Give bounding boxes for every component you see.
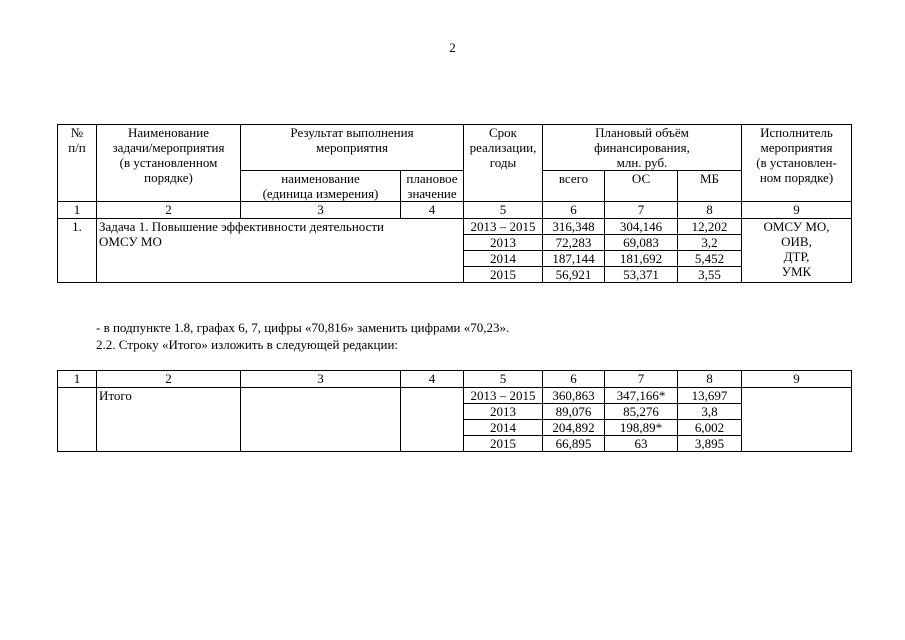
col-number: 1 xyxy=(58,202,97,219)
table-row xyxy=(58,219,852,235)
mb-cell: 6,002 xyxy=(678,420,742,436)
task-name: Задача 1. Повышение эффективности деятельности ОМСУ МО xyxy=(97,219,464,283)
col-number: 7 xyxy=(605,202,678,219)
plan-table xyxy=(57,124,852,283)
header-result: Результат выполнения мероприятия xyxy=(241,125,464,171)
mb-cell: 13,697 xyxy=(678,388,742,404)
total-label: Итого xyxy=(97,388,241,452)
col-number: 3 xyxy=(241,202,401,219)
empty-cell xyxy=(241,388,401,452)
total-cell: 316,348 xyxy=(543,219,605,235)
col-number: 2 xyxy=(97,371,241,388)
empty-cell xyxy=(742,388,852,452)
amendment-paragraph: - в подпункте 1.8, графах 6, 7, цифры «70,816» заменить цифрами «70,23». xyxy=(96,320,510,335)
header-result-name: наименование (единица измерения) xyxy=(241,171,401,202)
amendment-paragraph: 2.2. Строку «Итого» изложить в следующей редакции: xyxy=(96,337,399,352)
period-cell: 2015 xyxy=(464,436,543,452)
os-cell: 53,371 xyxy=(605,267,678,283)
os-cell: 198,89* xyxy=(605,420,678,436)
os-cell: 347,166* xyxy=(605,388,678,404)
total-cell: 204,892 xyxy=(543,420,605,436)
period-cell: 2013 – 2015 xyxy=(464,219,543,235)
header-result-plan: плановое значение xyxy=(401,171,464,202)
col-number: 9 xyxy=(742,202,852,219)
period-cell: 2014 xyxy=(464,251,543,267)
col-number: 4 xyxy=(401,371,464,388)
total-cell: 72,283 xyxy=(543,235,605,251)
header-period: Срок реализации, годы xyxy=(464,125,543,202)
header-task-name: Наименование задачи/мероприятия (в установленном порядке) xyxy=(97,125,241,202)
header-os: ОС xyxy=(605,171,678,202)
total-cell: 89,076 xyxy=(543,404,605,420)
os-cell: 181,692 xyxy=(605,251,678,267)
header-num: № п/п xyxy=(58,125,97,202)
executor-cell: ОМСУ МО, ОИВ, ДТР, УМК xyxy=(742,219,852,283)
period-cell: 2013 xyxy=(464,404,543,420)
col-number: 8 xyxy=(678,371,742,388)
empty-cell xyxy=(58,388,97,452)
mb-cell: 3,8 xyxy=(678,404,742,420)
table-row xyxy=(58,388,852,404)
col-number: 6 xyxy=(543,202,605,219)
col-number: 5 xyxy=(464,371,543,388)
period-cell: 2013 – 2015 xyxy=(464,388,543,404)
col-number: 7 xyxy=(605,371,678,388)
total-cell: 187,144 xyxy=(543,251,605,267)
header-total: всего xyxy=(543,171,605,202)
col-number: 3 xyxy=(241,371,401,388)
header-funding: Плановый объём финансирования, млн. руб. xyxy=(543,125,742,171)
mb-cell: 3,2 xyxy=(678,235,742,251)
total-cell: 56,921 xyxy=(543,267,605,283)
os-cell: 85,276 xyxy=(605,404,678,420)
header-row-top xyxy=(58,125,852,171)
os-cell: 63 xyxy=(605,436,678,452)
os-cell: 304,146 xyxy=(605,219,678,235)
mb-cell: 3,895 xyxy=(678,436,742,452)
period-cell: 2015 xyxy=(464,267,543,283)
col-number: 9 xyxy=(742,371,852,388)
mb-cell: 5,452 xyxy=(678,251,742,267)
mb-cell: 12,202 xyxy=(678,219,742,235)
total-table xyxy=(57,370,852,452)
header-mb: МБ xyxy=(678,171,742,202)
column-number-row xyxy=(58,202,852,219)
total-cell: 66,895 xyxy=(543,436,605,452)
col-number: 2 xyxy=(97,202,241,219)
os-cell: 69,083 xyxy=(605,235,678,251)
header-executor: Исполнитель мероприятия (в установлен- ном порядке) xyxy=(742,125,852,202)
col-number: 1 xyxy=(58,371,97,388)
page-number: 2 xyxy=(449,40,456,55)
total-cell: 360,863 xyxy=(543,388,605,404)
col-number: 6 xyxy=(543,371,605,388)
mb-cell: 3,55 xyxy=(678,267,742,283)
task-number: 1. xyxy=(58,219,97,283)
period-cell: 2013 xyxy=(464,235,543,251)
col-number: 4 xyxy=(401,202,464,219)
period-cell: 2014 xyxy=(464,420,543,436)
col-number: 8 xyxy=(678,202,742,219)
empty-cell xyxy=(401,388,464,452)
col-number: 5 xyxy=(464,202,543,219)
column-number-row xyxy=(58,371,852,388)
